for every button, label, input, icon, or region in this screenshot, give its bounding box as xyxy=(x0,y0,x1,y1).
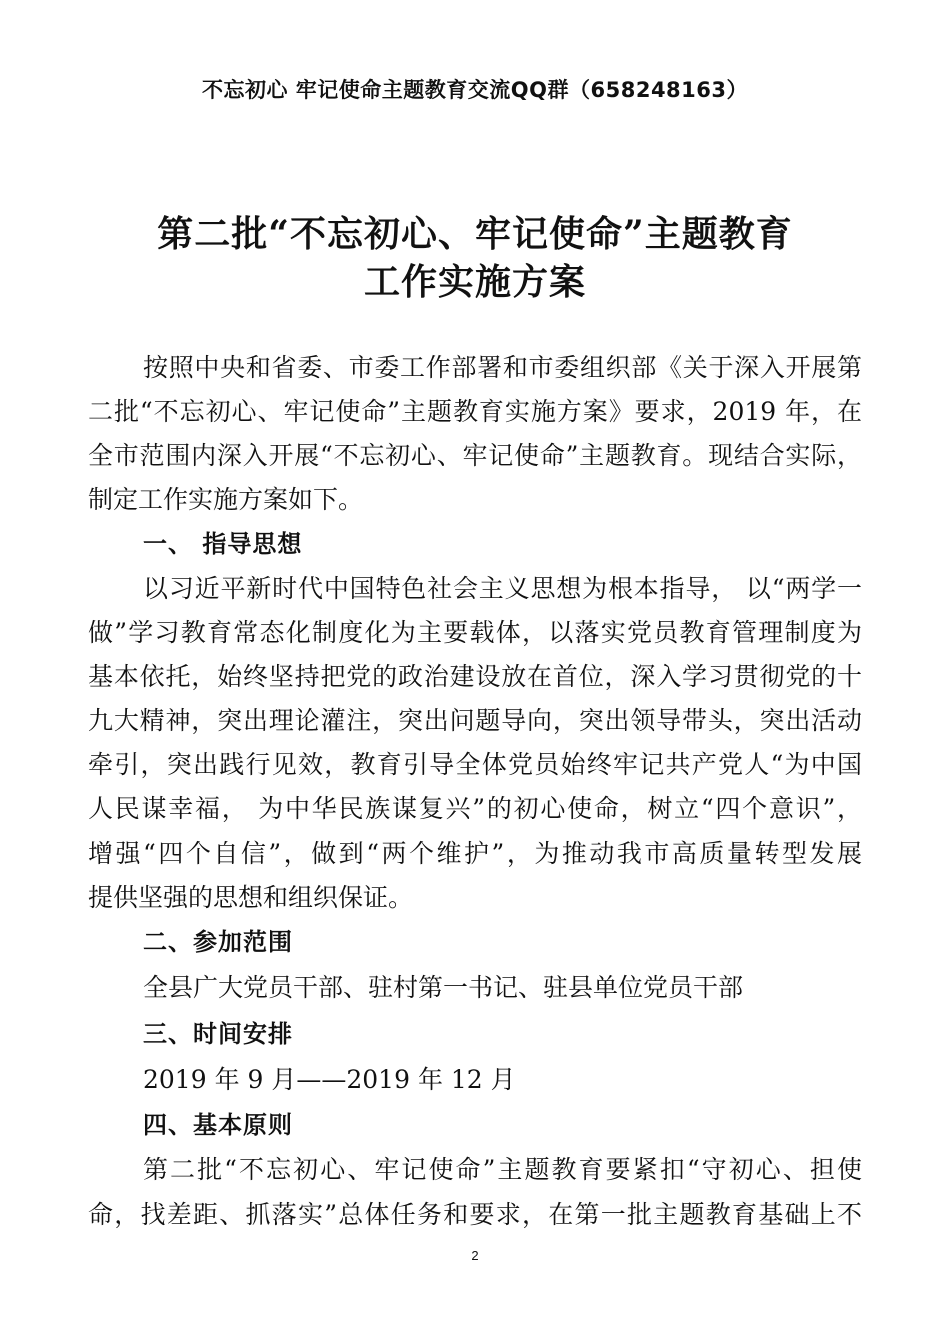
intro-line: 按照中央和省委、市委工作部署和市委组织部《关于深入开展第 xyxy=(143,353,862,382)
paragraph-line: 人民谋幸福， 为中华民族谋复兴”的初心使命，树立“四个意识”， xyxy=(88,794,862,823)
document-title-line-1: 第二批“不忘初心、牢记使命”主题教育 xyxy=(157,213,793,255)
paragraph-line: 2019 年 9 月——2019 年 12 月 xyxy=(143,1065,516,1094)
paragraph-line: 命，找差距、抓落实”总体任务和要求，在第一批主题教育基础上不 xyxy=(88,1200,862,1229)
intro-line: 全市范围内深入开展“不忘初心、牢记使命”主题教育。现结合实际， xyxy=(88,441,862,470)
section-heading-scope: 二、参加范围 xyxy=(143,928,293,956)
paragraph-line: 做”学习教育常态化制度化为主要载体，以落实党员教育管理制度为 xyxy=(88,618,862,647)
page-header: 不忘初心 牢记使命主题教育交流QQ群（658248163） xyxy=(201,78,749,102)
paragraph-line: 第二批“不忘初心、牢记使命”主题教育要紧扣“守初心、担使 xyxy=(143,1155,862,1184)
section-heading-principles: 四、基本原则 xyxy=(143,1111,293,1139)
document-title-line-2: 工作实施方案 xyxy=(363,261,586,303)
paragraph-line: 牵引，突出践行见效，教育引导全体党员始终牢记共产党人“为中国 xyxy=(88,750,862,779)
paragraph-line: 提供坚强的思想和组织保证。 xyxy=(88,883,414,912)
section-heading-guiding-ideology: 一、 指导思想 xyxy=(143,530,303,558)
intro-line: 二批“不忘初心、牢记使命”主题教育实施方案》要求，2019 年，在 xyxy=(88,397,862,426)
page-number: 2 xyxy=(471,1248,479,1263)
paragraph-line: 以习近平新时代中国特色社会主义思想为根本指导， 以“两学一 xyxy=(143,574,862,603)
section-heading-schedule: 三、时间安排 xyxy=(143,1020,293,1048)
paragraph-line: 全县广大党员干部、驻村第一书记、驻县单位党员干部 xyxy=(143,973,744,1002)
paragraph-line: 九大精神，突出理论灌注，突出问题导向，突出领导带头，突出活动 xyxy=(88,706,862,735)
paragraph-line: 基本依托，始终坚持把党的政治建设放在首位，深入学习贯彻党的十 xyxy=(88,662,862,691)
paragraph-line: 增强“四个自信”，做到“两个维护”，为推动我市高质量转型发展 xyxy=(88,839,862,868)
intro-line: 制定工作实施方案如下。 xyxy=(88,485,364,514)
